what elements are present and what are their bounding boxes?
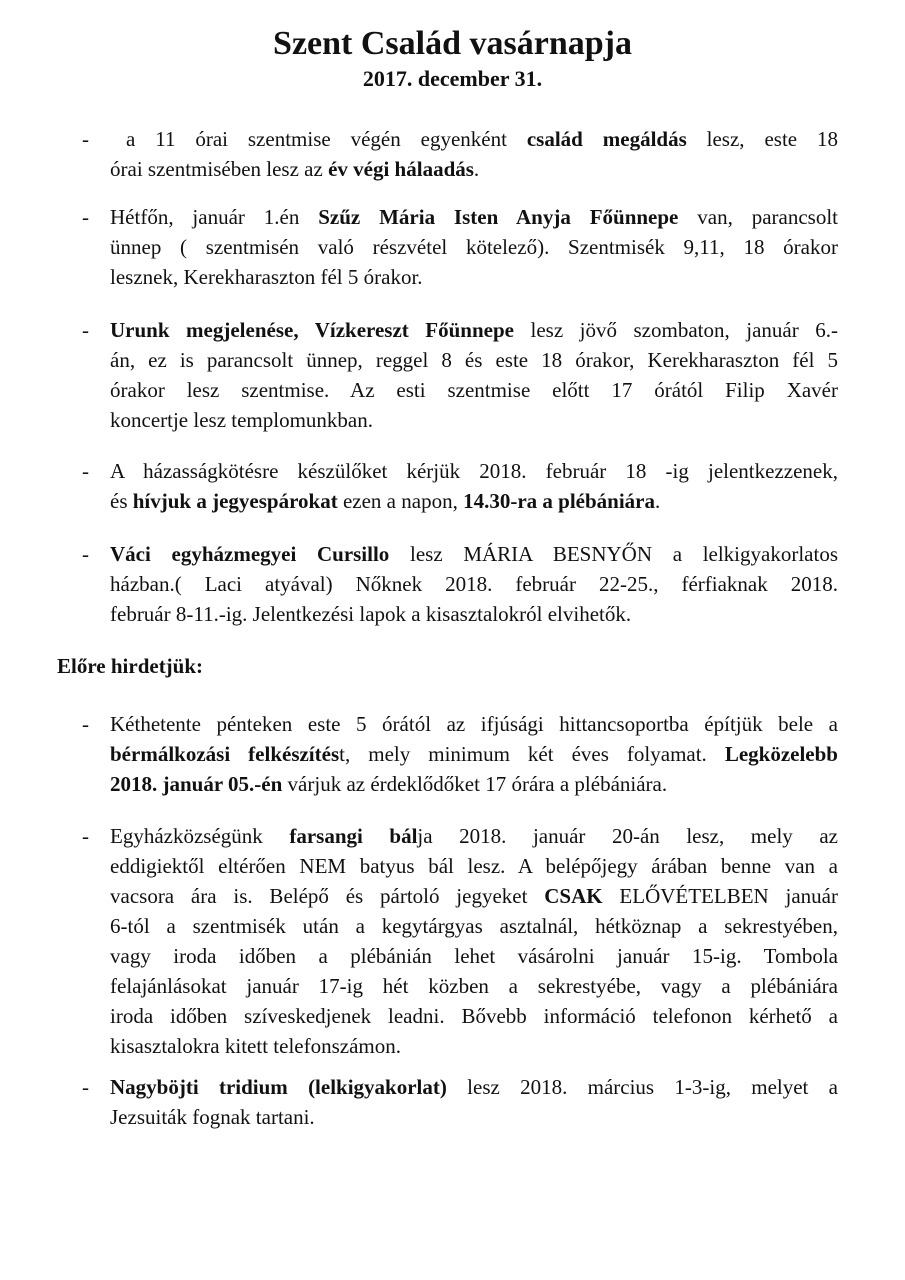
page-title: Szent Család vasárnapja bbox=[273, 25, 632, 62]
bullet-dash: - bbox=[82, 824, 89, 848]
announcement-text: a 11 órai szentmise végén egyenként család megáldás lesz, este 18 órai szentmisében lesz az év végi hálaadás. bbox=[110, 127, 838, 181]
bullet-dash: - bbox=[82, 127, 89, 151]
page-date: 2017. december 31. bbox=[362, 66, 543, 91]
bullet-dash: - bbox=[82, 1075, 89, 1099]
announcement-text: Kéthetente pénteken este 5 órától az ifjúsági hittancsoportba építjük bele a bérmálkozási felkészítést, mely minimum két éves folyamat. Legközelebb 2018. január 05.-én várjuk az érdeklődőket 17 órára a plébániára. bbox=[110, 712, 838, 796]
announcement-text: Hétfőn, január 1.én Szűz Mária Isten Anyja Főünnepe van, parancsolt ünnep ( szentmisén való részvétel kötelező). Szentmisék 9,11, 18 órakor lesznek, Kerekharaszton fél 5 órakor. bbox=[110, 205, 838, 289]
announcement-text: A házasságkötésre készülőket kérjük 2018. február 18 -ig jelentkezzenek, és hívjuk a jegyespárokat ezen a napon, 14.30-ra a plébániára. bbox=[110, 459, 838, 513]
bullet-dash: - bbox=[82, 459, 89, 483]
announcement-text: Nagyböjti tridium (lelkigyakorlat) lesz 2018. március 1-3-ig, melyet a Jezsuiták fognak tartani. bbox=[110, 1075, 838, 1129]
section-heading: Előre hirdetjük: bbox=[57, 654, 204, 678]
bullet-dash: - bbox=[82, 318, 89, 342]
announcement-text: Egyházközségünk farsangi bálja 2018. január 20-án lesz, mely az eddigiektől eltérően NEM batyus bál lesz. A belépőjegy árában benne van a vacsora ára is. Belépő és pártoló jegyeket CSAK ELŐVÉTELBEN január 6-tól a szentmisék után a kegytárgyas asztalnál, hétköznap a sekrestyében, vagy iroda időben a plébánián lehet vásárolni január 15-ig. Tombola felajánlásokat január 17-ig hét közben a sekrestyébe, vagy a plébániára iroda időben szíveskedjenek leadni. Bővebb információ telefonon kérhető a kisasztalokra kitett telefonszámon. bbox=[110, 824, 838, 1058]
bullet-dash: - bbox=[82, 542, 89, 566]
bullet-dash: - bbox=[82, 205, 89, 229]
announcement-text: Urunk megjelenése, Vízkereszt Főünnepe lesz jövő szombaton, január 6.- án, ez is parancsolt ünnep, reggel 8 és este 18 órakor, Kerekharaszton fél 5 órakor lesz szentmise. Az esti szentmise előtt 17 órától Filip Xavér koncertje lesz templomunkban. bbox=[110, 318, 838, 432]
announcement-text: Váci egyházmegyei Cursillo lesz MÁRIA BESNYŐN a lelkigyakorlatos házban.( Laci atyával) Nőknek 2018. február 22-25., férfiaknak 2018. február 8-11.-ig. Jelentkezési lapok a kisasztalokról elvihetők. bbox=[110, 542, 838, 626]
bullet-dash: - bbox=[82, 712, 89, 736]
